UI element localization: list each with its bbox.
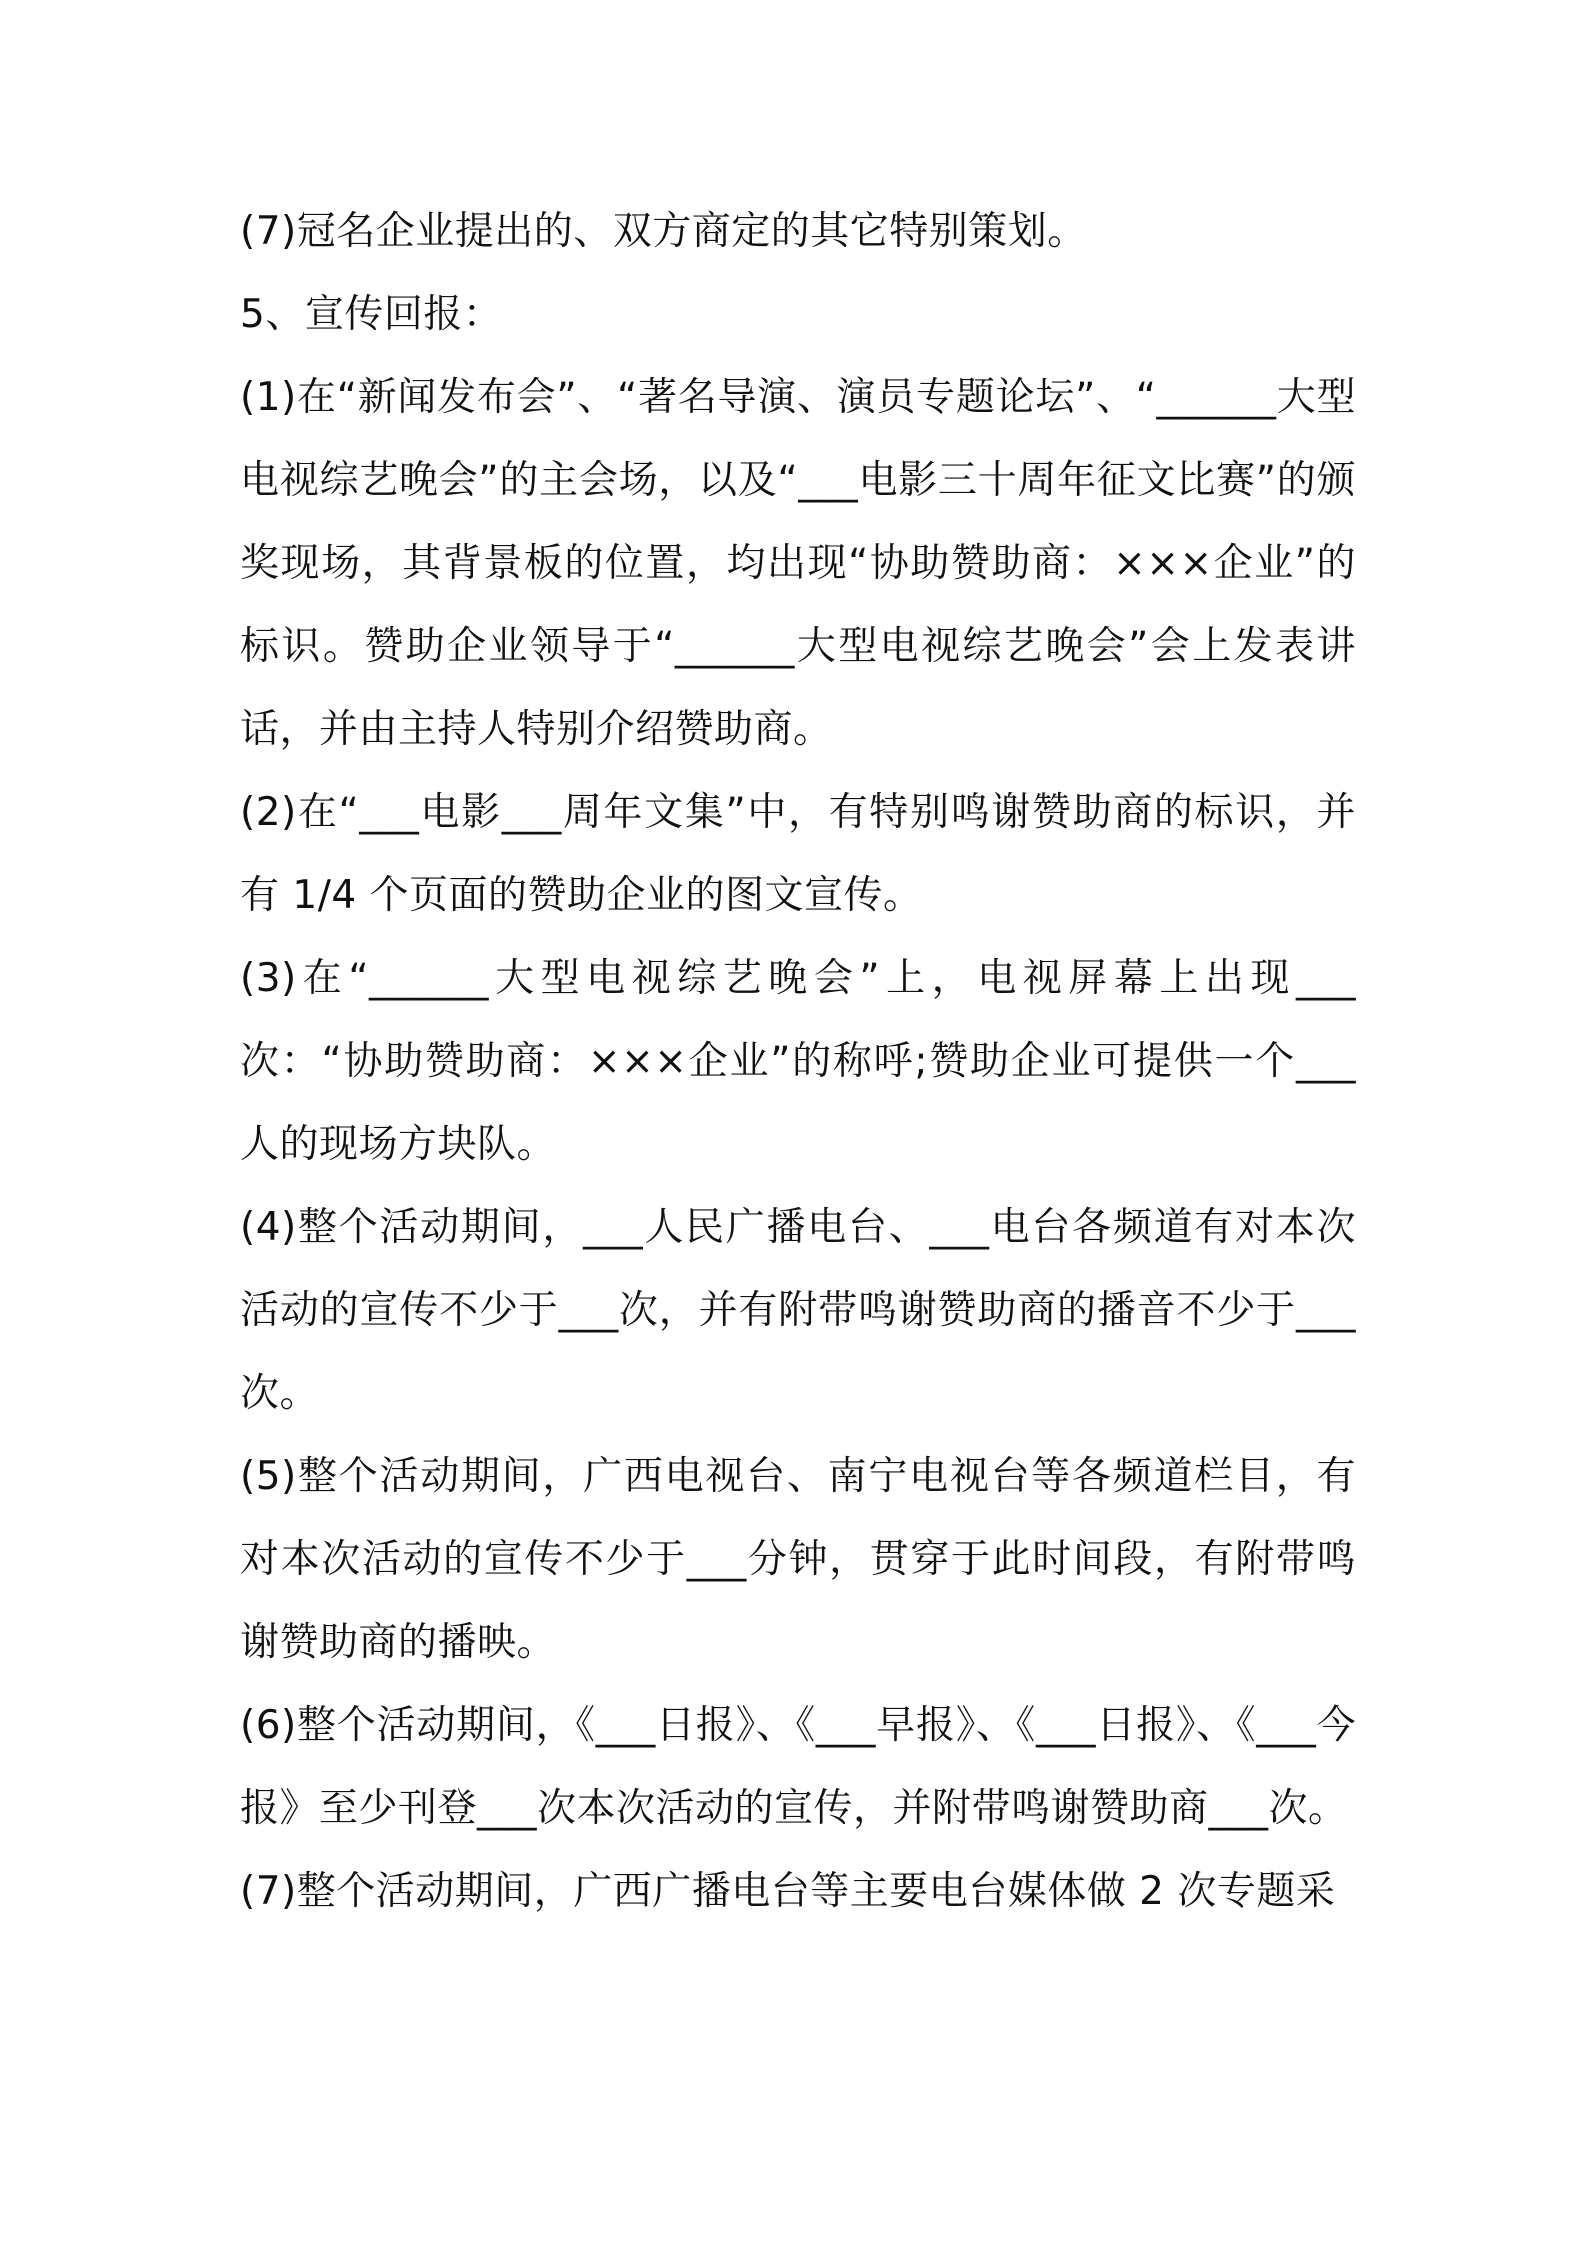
paragraph-sponsor-special-planning: (7)冠名企业提出的、双方商定的其它特别策划。 [240, 209, 1087, 254]
section-heading-publicity-return: 5、宣传回报： [240, 292, 503, 337]
paragraph-anthology-acknowledgement: (2)在“___电影___周年文集”中，有特别鸣谢赞助商的标识，并有 1/4 个页面的赞助企业的图文宣传。 [240, 790, 1356, 918]
paragraph-tv-publicity: (5)整个活动期间，广西电视台、南宁电视台等各频道栏目，有对本次活动的宣传不少于___分钟，贯穿于此时间段，有附带鸣谢赞助商的播映。 [240, 1454, 1356, 1665]
paragraph-newspaper-publicity: (6)整个活动期间，《___日报》、《___早报》、《___日报》、《___今报》至少刊登___次本次活动的宣传，并附带鸣谢赞助商___次。 [240, 1703, 1356, 1831]
paragraph-radio-publicity: (4)整个活动期间，___人民广播电台、___电台各频道有对本次活动的宣传不少于___次，并有附带鸣谢赞助商的播音不少于___次。 [240, 1205, 1356, 1416]
paragraph-radio-special-interview: (7)整个活动期间，广西广播电台等主要电台媒体做 2 次专题采 [240, 1869, 1336, 1914]
paragraph-backdrop-logo: (1)在“新闻发布会”、“著名导演、演员专题论坛”、“______大型电视综艺晚会”的主会场，以及“___电影三十周年征文比赛”的颁奖现场，其背景板的位置，均出现“协助赞助商：×××企业”的标识。赞助企业领导于“______大型电视综艺晚会”会上发表讲话，并由主持人特别介绍赞助商。 [240, 375, 1356, 752]
paragraph-tv-gala-appearance: (3)在“______大型电视综艺晚会”上，电视屏幕上出现___次：“协助赞助商：×××企业”的称呼;赞助企业可提供一个___人的现场方块队。 [240, 956, 1356, 1167]
document-body [240, 190, 1356, 1933]
